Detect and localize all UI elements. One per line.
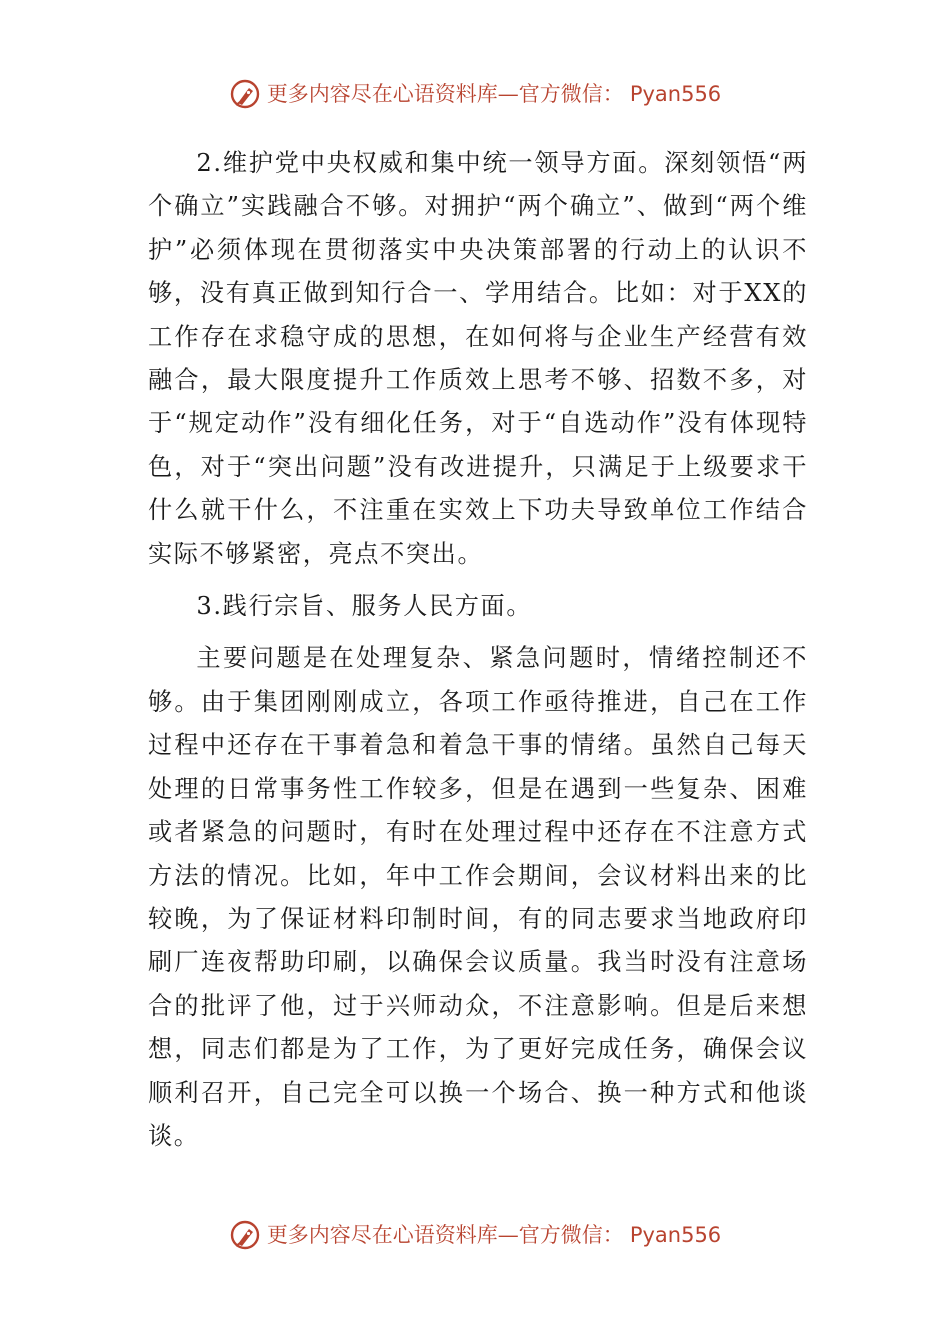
document-body xyxy=(148,142,808,1158)
pen-nib-logo-icon xyxy=(229,78,261,110)
banner-label: 更多内容尽在心语资料库—官方微信： xyxy=(266,1223,624,1247)
header-banner xyxy=(0,78,950,110)
paragraph: 2.维护党中央权威和集中统一领导方面。深刻领悟“两个确立”实践融合不够。对拥护“两个确立”、做到“两个维护”必须体现在贯彻落实中央决策部署的行动上的认识不够，没有真正做到知行合一、学用结合。比如：对于XX的工作存在求稳守成的思想，在如何将与企业生产经营有效融合，最大限度提升工作质效上思考不够、招数不多，对于“规定动作”没有细化任务，对于“自选动作”没有体现特色，对于“突出问题”没有改进提升，只满足于上级要求干什么就干什么，不注重在实效上下功夫导致单位工作结合实际不够紧密，亮点不突出。 xyxy=(148,149,808,568)
section-heading: 3.践行宗旨、服务人民方面。 xyxy=(196,592,533,621)
wechat-account: Pyan556 xyxy=(629,1223,722,1247)
pen-nib-logo-icon xyxy=(229,1219,261,1251)
wechat-account: Pyan556 xyxy=(629,82,722,106)
banner-label: 更多内容尽在心语资料库—官方微信： xyxy=(266,82,624,106)
paragraph: 主要问题是在处理复杂、紧急问题时，情绪控制还不够。由于集团刚刚成立，各项工作亟待推进，自己在工作过程中还存在干事着急和着急干事的情绪。虽然自己每天处理的日常事务性工作较多，但是在遇到一些复杂、困难或者紧急的问题时，有时在处理过程中还存在不注意方式方法的情况。比如，年中工作会期间，会议材料出来的比较晚，为了保证材料印制时间，有的同志要求当地政府印刷厂连夜帮助印刷，以确保会议质量。我当时没有注意场合的批评了他，过于兴师动众，不注意影响。但是后来想想，同志们都是为了工作，为了更好完成任务，确保会议顺利召开，自己完全可以换一个场合、换一种方式和他谈谈。 xyxy=(148,644,808,1150)
footer-banner xyxy=(0,1219,950,1251)
